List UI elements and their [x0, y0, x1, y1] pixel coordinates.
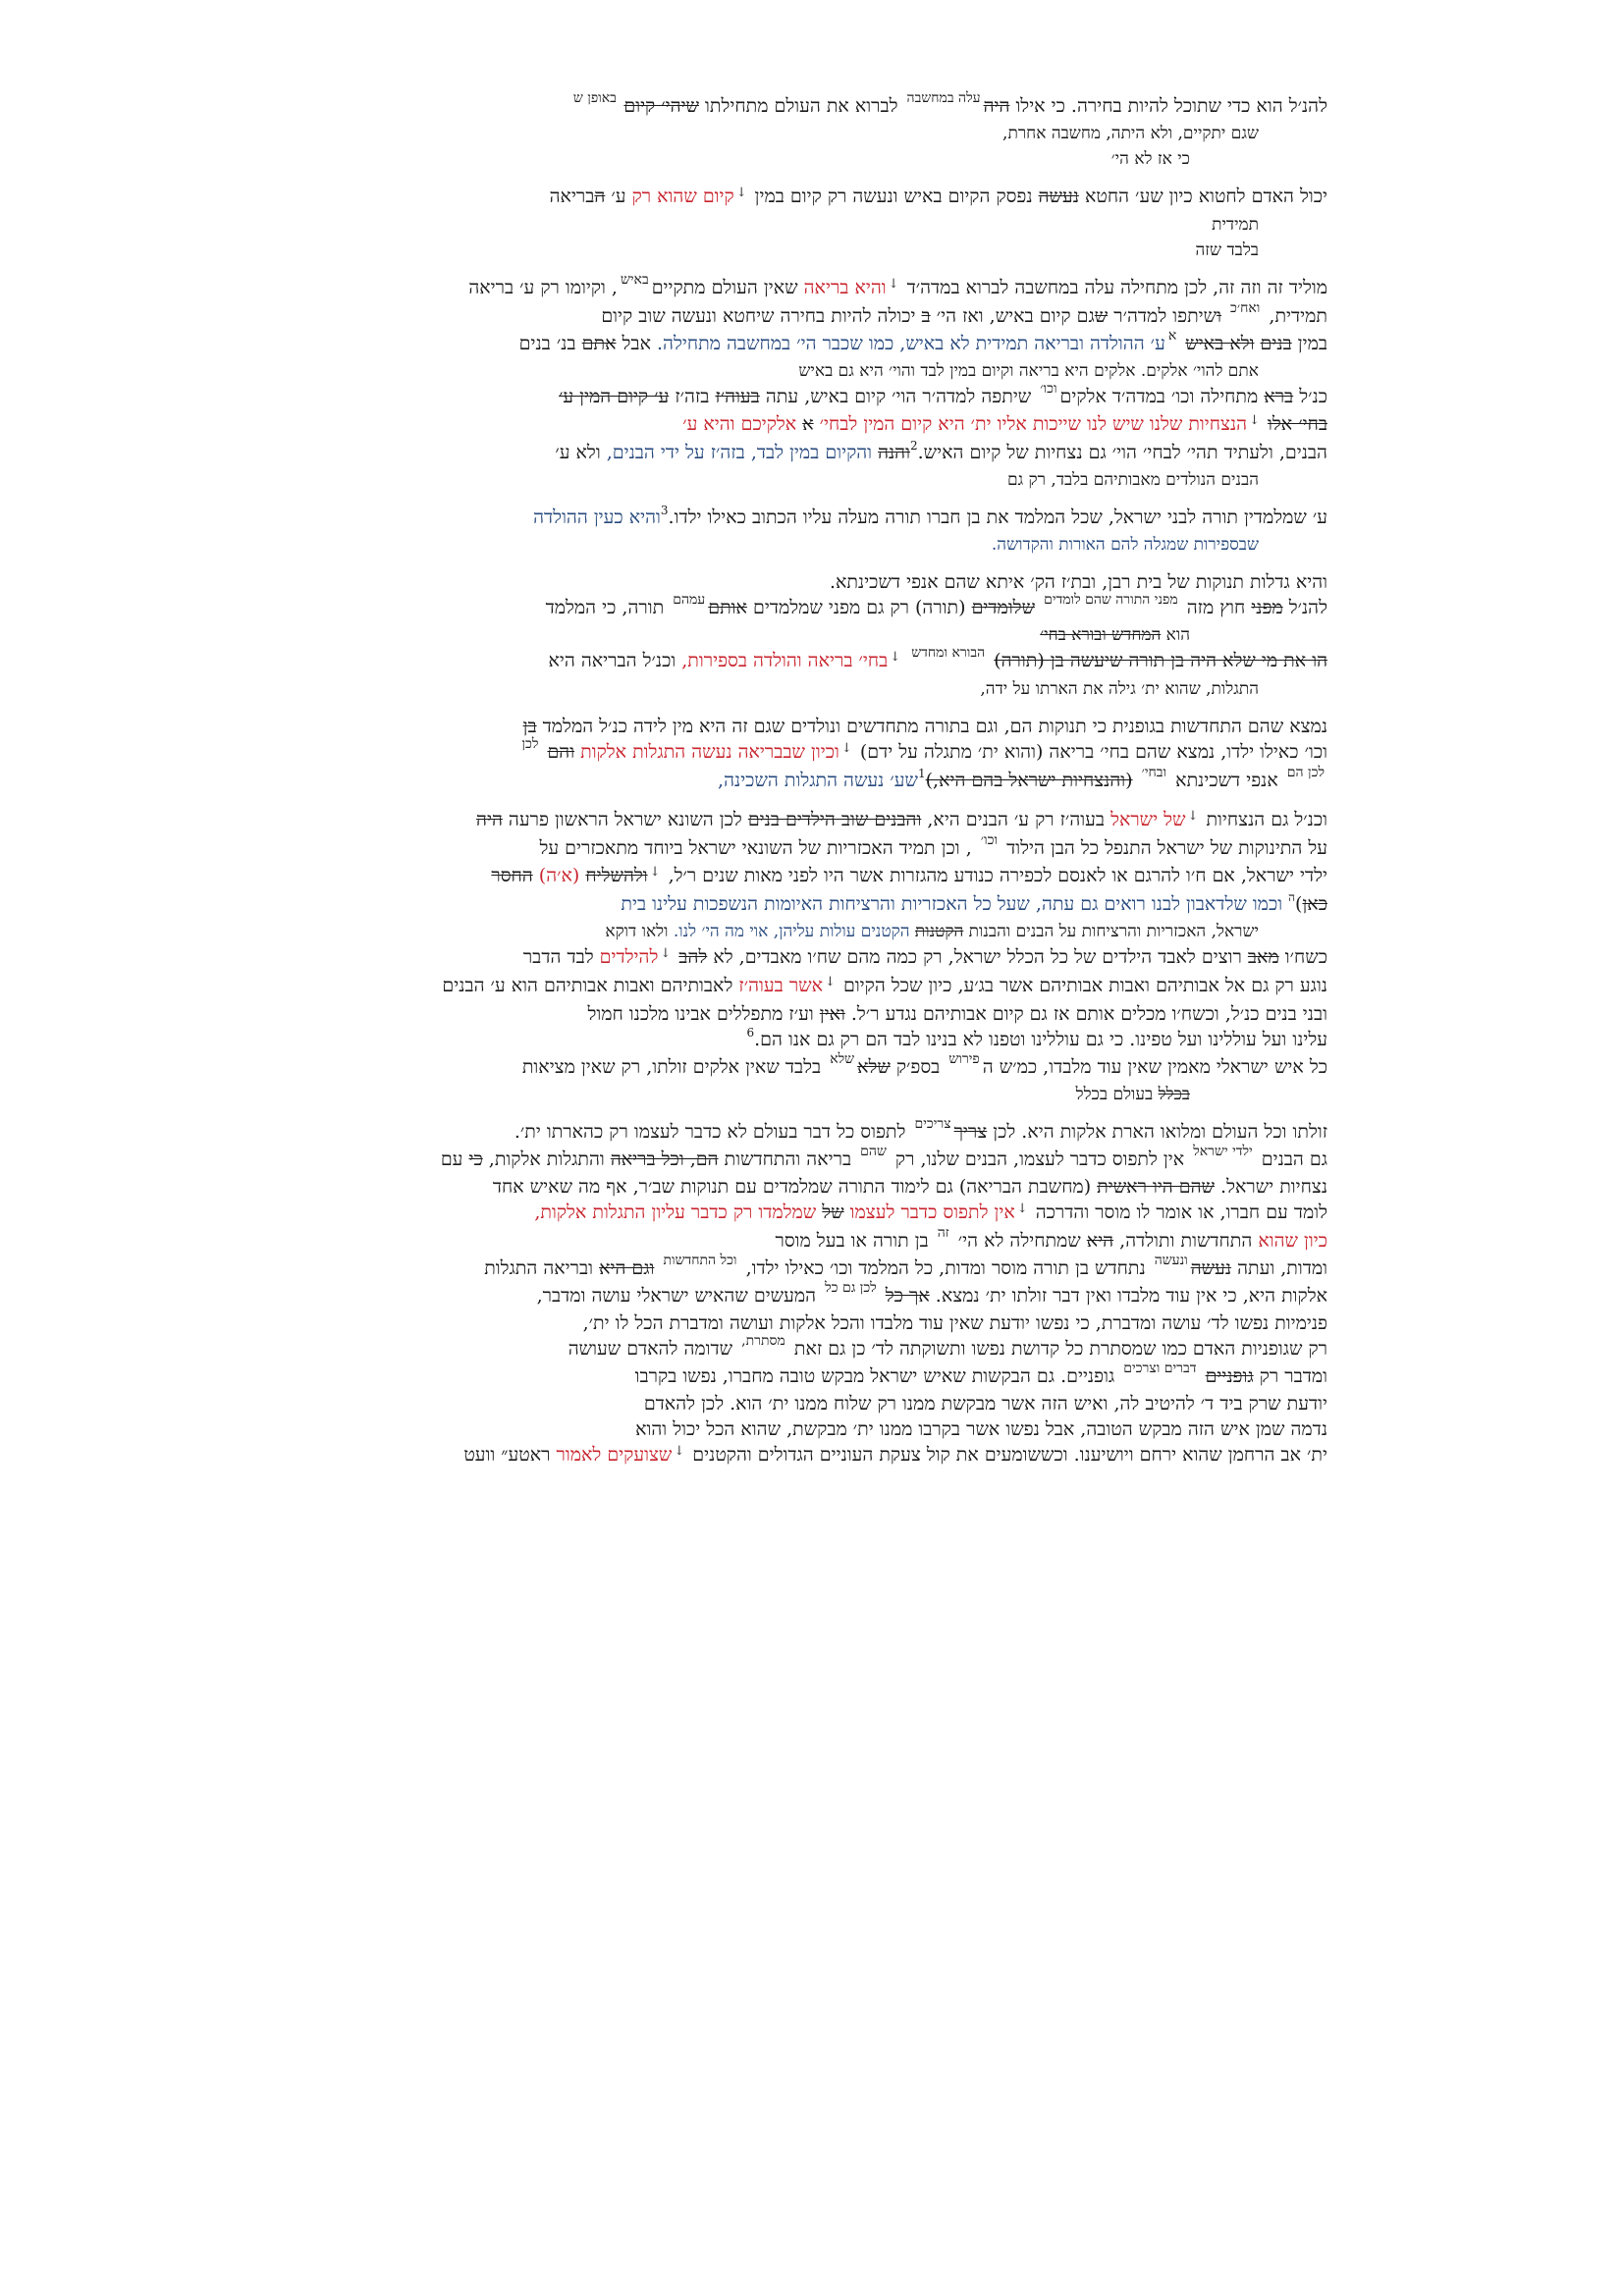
- insertion-arrow-icon: ↓: [840, 741, 852, 756]
- continuation-line: [324, 121, 1327, 146]
- text-run: נצחיות ישראל.: [1215, 1176, 1327, 1198]
- blue-text: הקטנים עולות עליהן, אוי מה הי׳ לנו.: [673, 922, 915, 941]
- text-line: [324, 1027, 1327, 1054]
- interlinear-insertion: באופן ש: [572, 90, 622, 106]
- text-line: [324, 1416, 1327, 1442]
- text-run: בלבד שאין אלקים זולתו, רק שאין מציאות: [521, 1056, 828, 1078]
- text-run: בריאה והתחדשות: [718, 1148, 858, 1170]
- blue-text: שע׳ נעשה התגלות השכינה,: [718, 770, 918, 791]
- text-run: התחדשות ותולדה,: [1113, 1230, 1259, 1252]
- struck-text: והבנים שוב הילדים בנים: [747, 809, 922, 830]
- text-line: [324, 1174, 1327, 1200]
- struck-text: נעשה: [1038, 186, 1079, 207]
- red-text: והיא בריאה: [803, 277, 887, 298]
- insertion-arrow-icon: ↓: [825, 975, 836, 989]
- footnote-marker: 3: [660, 504, 669, 517]
- red-text: אשר בעוה׳ז: [738, 975, 824, 996]
- text-run: שיתפו למדה׳ר: [1108, 305, 1217, 327]
- text-line: [324, 1363, 1327, 1391]
- text-run: כל איש ישראלי מאמין שאין עוד מלבדו, כמ׳ש ה: [982, 1056, 1327, 1078]
- insertion-arrow-icon: ↓: [1249, 413, 1260, 428]
- text-run: וכנ׳ל גם הנצחיות: [1200, 809, 1327, 830]
- continuation-line: [324, 358, 1327, 384]
- insertion-arrow-icon: ↓: [735, 186, 747, 200]
- text-run: להנ׳ל: [1282, 597, 1327, 618]
- text-run: זולתו וכל העולם ומלואו הארת אלקות היא. לכן: [987, 1121, 1327, 1143]
- text-run: (תורה) רק גם מפני שמלמדים: [746, 597, 972, 618]
- text-run: חוץ מזה: [1180, 597, 1252, 618]
- text-line: [324, 807, 1327, 835]
- red-text: קיום שהוא רק: [631, 186, 734, 207]
- insertion-arrow-icon: ↓: [660, 946, 672, 961]
- insertion-arrow-icon: ↓: [890, 650, 901, 665]
- text-line: [324, 505, 1327, 532]
- struck-text: שיהי׳ קיום: [623, 95, 699, 117]
- text-line: [324, 1442, 1327, 1470]
- red-text: אלקיכם והיא ע׳: [682, 413, 803, 435]
- text-run: ית׳ אב הרחמן שהוא ירחם ויושיענו. וכששומעים את קול צעקת העוניים הגדולים והקטנים: [686, 1444, 1327, 1466]
- struck-text: היא: [1086, 1230, 1114, 1252]
- blue-text: ע׳ ההולדה ובריאה תמידית לא באיש, כמו שכבר הי׳ במחשבה מתחילה.: [657, 333, 1165, 354]
- text-run: לתפוס כל דבר בעולם לא כדבר לעצמו רק כהארתו ית׳.: [514, 1121, 912, 1143]
- struck-text: אך כל: [885, 1285, 930, 1307]
- text-run: ומדות, ועתה: [1231, 1257, 1327, 1279]
- struck-text: המחדש ובורא בחי׳: [1040, 625, 1162, 645]
- struck-text: גופניים: [1205, 1365, 1254, 1387]
- text-run: שמתחילה לא הי׳: [951, 1230, 1087, 1252]
- text-run: ולאו דוקא: [605, 922, 674, 941]
- struck-text: להב: [678, 946, 708, 968]
- red-text: להילדים: [599, 946, 659, 968]
- interlinear-insertion: עמהם: [673, 592, 706, 608]
- text-run: שדומה להאדם שעושה: [568, 1338, 739, 1360]
- struck-text: נעשה: [1190, 1257, 1232, 1279]
- manuscript-text: [324, 90, 1327, 1470]
- struck-text: שלא: [857, 1056, 891, 1078]
- struck-text: אותם: [708, 597, 747, 618]
- interlinear-insertion: באיש: [620, 272, 649, 288]
- continuation-line: [324, 622, 1327, 648]
- text-line: [324, 90, 1327, 121]
- red-text: וכיון שבבריאה נעשה התגלות אלקות: [580, 741, 839, 763]
- paragraph-gap: [324, 263, 1327, 275]
- text-run: המעשים שהאיש ישראלי עושה ומדבר,: [536, 1285, 823, 1307]
- text-run: שיתפה למדה׳ר הוי׳ קיום באיש, עתה: [759, 386, 1038, 407]
- text-run: תמידית: [1212, 215, 1259, 235]
- text-run: לבד הדבר: [522, 946, 600, 968]
- struck-text: שלומדים: [971, 597, 1036, 618]
- text-line: [324, 592, 1327, 622]
- continuation-line: [324, 238, 1327, 263]
- struck-text: שהם היו ראשית: [1097, 1176, 1216, 1198]
- text-run: נוגע רק גם אל אבותיהם ואבות אבותיהם אשר בג׳ע, כיון שכל הקיום: [837, 975, 1327, 996]
- text-run: נדמה שמן איש הזה מבקש הטובה, אבל נפשו אשר בקרבו ממנו ית׳ מבקשת, שהוא הכל יכול והוא: [635, 1418, 1327, 1440]
- text-line: [324, 1200, 1327, 1228]
- continuation-line: [324, 467, 1327, 493]
- struck-text: בכלל: [1158, 1085, 1190, 1104]
- paragraph-gap: [324, 702, 1327, 714]
- text-run: להנ׳ל הוא כדי שתוכל להיות בחירה. כי אילו: [1009, 95, 1327, 117]
- text-line: [324, 1225, 1327, 1255]
- interlinear-insertion: שלא: [830, 1051, 855, 1067]
- text-line: [324, 832, 1327, 863]
- red-text: הנצחיות שלנו שיש לנו שייכות אליו ית׳ היא קיום המין לבחי׳: [813, 413, 1248, 435]
- text-run: ולא ע׳: [555, 442, 607, 463]
- text-run: [654, 1257, 660, 1279]
- text-line: [324, 1255, 1327, 1283]
- struck-text: ואין: [819, 1003, 845, 1025]
- text-line: [324, 184, 1327, 212]
- footnote-marker: 1: [918, 767, 926, 780]
- text-run: פנימיות נפשו לד׳ עושה ומדברת, כי נפשו יודעת שאין עוד מלבדו והכל אלקות ועושה ומדברת הכל לו ית׳,: [582, 1312, 1327, 1334]
- interlinear-insertion: וכו׳: [980, 832, 999, 848]
- text-run: שאין העולם מתקיים: [651, 277, 804, 298]
- text-run: בזה׳ז: [669, 386, 716, 407]
- text-line: [324, 714, 1327, 739]
- struck-text: (והנצחיות ישראל בהם היא,): [925, 770, 1133, 791]
- struck-text: ה: [594, 186, 606, 207]
- text-run: רק שגופניות האדם כמו שמסתרת כל קדושת נפשו ותשוקתה לד׳ כן גם זאת: [787, 1338, 1327, 1360]
- text-line: [324, 272, 1327, 303]
- blue-text: והיא כעין ההולדה: [533, 507, 661, 528]
- insertion-arrow-icon: ↓: [649, 865, 661, 880]
- text-run: [1133, 770, 1139, 791]
- struck-text: ולהשליח: [585, 865, 648, 886]
- text-line: [324, 891, 1327, 919]
- text-run: אלקות היא, כי אין עוד מלבדו ואין דבר זולתו ית׳ נמצא.: [929, 1285, 1327, 1307]
- interlinear-insertion: לכן: [521, 736, 539, 752]
- text-run: לכן השונא ישראל הראשון פרעה: [502, 809, 748, 830]
- text-run: אין לתפוס כדבר לעצמו, הבנים שלנו, רק: [889, 1148, 1191, 1170]
- text-line: [324, 300, 1327, 331]
- struck-text: ברא: [1264, 386, 1294, 407]
- interlinear-insertion: פירוש: [948, 1051, 980, 1067]
- text-line: [324, 1001, 1327, 1027]
- struck-text: צריך: [953, 1121, 988, 1143]
- text-run: אנפי דשכינתא: [1169, 770, 1284, 791]
- text-run: נמצא שהם התחדשות בגופנית כי תנוקות הם, וגם בתורה מתחדשים ונולדים שגם זה היא מין לידה כנ׳ל המלמד: [536, 716, 1327, 737]
- text-run: , וכן תמיד האכזריות של השונאי ישראל ביוחד מתאכזרים על: [539, 837, 978, 859]
- text-run: בן תורה או בעל מוסר: [775, 1230, 935, 1252]
- text-run: רוצים לאבד הילדים של כל הכלל ישראל, רק כמה מהם שח׳ו מאבדים, לא: [707, 946, 1248, 968]
- text-run: בריאה: [549, 186, 595, 207]
- text-run: , וקיומו רק ע׳ בריאה: [468, 277, 618, 298]
- text-line: [324, 381, 1327, 411]
- struck-text: החסר: [491, 865, 533, 886]
- interlinear-insertion: וכו׳: [1040, 381, 1057, 397]
- text-run: מתחילה וכו׳ במדה׳ד אלקים: [1059, 386, 1265, 407]
- red-text: בחי׳ בריאה והולדה בספירות,: [681, 650, 889, 671]
- text-run: ע׳: [605, 186, 632, 207]
- text-run: וכו׳ כאילו ילדו, נמצא שהם בחי׳ בריאה (והוא ית׳ מתגלה על ידם): [853, 741, 1327, 763]
- blue-text: שבספירות שמגלה להם האורות והקדושה.: [991, 535, 1259, 555]
- text-run: יכולה להיות בחירה שיחטא ונעשה שוב קיום: [601, 305, 922, 327]
- text-run: הבנים, ולעתיד תהי׳ לבחי׳ הוי׳ גם נצחיות של קיום האיש.: [917, 442, 1327, 463]
- struck-text: א: [802, 413, 814, 435]
- text-run: הבנים הנולדים מאבותיהם בלבד, רק גם: [1006, 470, 1259, 490]
- text-run: בספ׳ק: [890, 1056, 947, 1078]
- text-run: והיא גדלות תנוקות של בית רבן, ובת׳ז הק׳ איתא שהם אנפי דשכינתא.: [829, 571, 1327, 593]
- text-run: ע׳ שמלמדין תורה לבני ישראל, שכל המלמד את בן חברו תורה מעלה עליו הכתוב כאילו ילדו.: [668, 507, 1327, 528]
- text-line: [324, 645, 1327, 676]
- struck-text: מאב: [1247, 946, 1279, 968]
- struck-text: של: [822, 1201, 844, 1223]
- struck-text: הם, וכל בריאה: [610, 1148, 719, 1170]
- insertion-arrow-icon: ↓: [674, 1444, 685, 1459]
- insertion-arrow-icon: ↓: [1016, 1201, 1028, 1216]
- text-run: בלבד שזה: [1195, 240, 1259, 260]
- continuation-line: [324, 676, 1327, 702]
- paragraph-gap: [324, 172, 1327, 184]
- text-run: לומד עם חברו, או אומר לו מוסר והדרכה: [1029, 1201, 1327, 1223]
- red-text: שצועקים לאמור: [556, 1444, 673, 1466]
- text-run: (מחשבת הבריאה) גם לימוד התורה שמלמדים עם תנוקות שב׳ר, אף מה שאיש אחד: [492, 1176, 1098, 1198]
- text-run: תורה, כי המלמד: [545, 597, 671, 618]
- text-run: במין: [1291, 333, 1327, 354]
- text-run: בנ׳ בנים: [518, 333, 582, 354]
- blue-text: וכמו שלדאבון לבנו רואים גם עתה, שעל כל האכזריות והרציחות האיומות הנשפכות עלינו בית: [621, 893, 1289, 915]
- insertion-arrow-icon: ↓: [888, 277, 899, 292]
- text-run: [1221, 305, 1227, 327]
- text-run: אבל: [616, 333, 658, 354]
- text-line: [324, 328, 1327, 358]
- text-run: על התינוקות של ישראל התנפל כל הבן הילוד: [1001, 837, 1327, 859]
- text-run: כנ׳ל: [1293, 386, 1327, 407]
- text-line: [324, 1333, 1327, 1363]
- continuation-line: [324, 919, 1327, 944]
- text-run: תמידית,: [1263, 305, 1327, 327]
- struck-text: אתם: [581, 333, 617, 354]
- paragraph-gap: [324, 1107, 1327, 1119]
- text-run: והתגלות אלקות,: [482, 1148, 611, 1170]
- text-line: [324, 736, 1327, 768]
- red-text: של ישראל: [1110, 809, 1186, 830]
- interlinear-insertion: צריכים: [914, 1116, 951, 1132]
- text-run: ובני בנים כנ׳ל, וכשח׳ו מכלים אותם אז גם קיום אבותיהם נגדע ר׳ל.: [844, 1003, 1327, 1025]
- struck-text: מפני: [1251, 597, 1283, 618]
- text-run: גם קיום באיש, ואז הי׳: [930, 305, 1095, 327]
- red-text: שמלמדו רק כדבר עליון התגלות אלקות,: [534, 1201, 823, 1223]
- footnote-marker: ה: [1288, 890, 1296, 904]
- continuation-line: [324, 212, 1327, 238]
- footnote-marker: 2: [909, 439, 918, 453]
- text-line: [324, 1280, 1327, 1310]
- continuation-line: [324, 146, 1327, 172]
- text-line: [324, 1144, 1327, 1174]
- struck-text: והם: [547, 741, 575, 763]
- footnote-marker: 6: [746, 1026, 755, 1040]
- struck-text: הו את מי שלא היה בן תורה שיעשה בן (תורה): [994, 650, 1327, 671]
- text-run: ראטע״ וועט: [463, 1444, 557, 1466]
- struck-text: בנים: [1260, 333, 1292, 354]
- struck-text: היה: [476, 809, 503, 830]
- text-run: נתחדש בן תורה מוסר ומדות, כל המלמד וכו׳ כאילו ילדו,: [739, 1257, 1152, 1279]
- interlinear-insertion: לכן הם: [1286, 765, 1325, 780]
- text-run: התגלות, שהוא ית׳ גילה את הארתו על ידה,: [980, 679, 1259, 699]
- text-run: עלינו ועל עוללינו ועל טפינו. כי גם עוללינו וטפנו לא בנינו לבד הם רק גם אנו הם.: [754, 1029, 1327, 1050]
- text-run: ילדי ישראל, אם ח׳ו להרגם או לאנסם לכפירה כנודע מהגזרות אשר היו לפני מאות שנים ר׳ל,: [662, 865, 1327, 886]
- text-run: לברוא את העולם מתחילתו: [699, 95, 904, 117]
- text-line: [324, 944, 1327, 973]
- interlinear-insertion: ובחי׳: [1141, 765, 1167, 780]
- struck-text: ב: [921, 305, 931, 327]
- text-run: יודעת שרק ביד ד׳ להיטיב לה, ואיש הזה אשר מבקשת ממנו רק שלוח ממנו ית׳ הוא. לכן להאדם: [643, 1393, 1327, 1415]
- interlinear-insertion: ילדי ישראל: [1193, 1144, 1253, 1159]
- paragraph-gap: [324, 558, 1327, 569]
- text-run: ומדבר רק: [1253, 1365, 1327, 1387]
- text-run: [902, 650, 908, 671]
- struck-text: ע׳ קיום המין ע׳: [559, 386, 670, 407]
- text-run: שגם יתקיים, ולא היתה, מחשבה אחרת,: [1002, 124, 1259, 143]
- interlinear-insertion: וכל התחדשות: [663, 1253, 737, 1268]
- continuation-line: [324, 532, 1327, 558]
- struck-text: כי: [468, 1148, 483, 1170]
- text-run: יכול האדם לחטוא כיון שע׳ החטא: [1078, 186, 1327, 207]
- interlinear-insertion: מפני התורה שהם לומדים: [1044, 592, 1178, 608]
- text-run: עם: [440, 1148, 469, 1170]
- red-text: כיון שהוא: [1258, 1230, 1327, 1252]
- struck-text: ו: [1217, 305, 1221, 327]
- text-run: ובריאה התגלות: [484, 1257, 600, 1279]
- continuation-line: [324, 1082, 1327, 1107]
- interlinear-insertion: שהם: [860, 1144, 887, 1159]
- text-run: לאבותיהם ואבות אבותיהם הוא ע׳ הבנים: [442, 975, 739, 996]
- paragraph-gap: [324, 795, 1327, 807]
- struck-text: וגם היא: [599, 1257, 655, 1279]
- struck-text: בן: [522, 716, 537, 737]
- text-run: אתם להוי׳ אלקים. אלקים היא בריאה וקיום במין לבד והוי׳ היא גם באיש: [798, 361, 1259, 381]
- text-run: נפסק הקיום באיש ונעשה רק קיום במין: [748, 186, 1039, 207]
- text-line: [324, 863, 1327, 891]
- insertion-arrow-icon: ↓: [1187, 809, 1199, 824]
- text-run: ): [1295, 893, 1303, 915]
- text-line: [324, 1310, 1327, 1336]
- interlinear-insertion: זה: [937, 1225, 949, 1241]
- interlinear-insertion: עלה במחשבה: [906, 90, 981, 106]
- text-run: [1035, 597, 1041, 618]
- text-run: בעוה׳ז רק ע׳ הבנים היא,: [921, 809, 1111, 830]
- blue-text: והקיום במין לבד, בזה׳ז על ידי הבנים,: [606, 442, 879, 463]
- text-run: כשח׳ו: [1278, 946, 1327, 968]
- interlinear-insertion: א: [1167, 328, 1177, 344]
- paragraph-gap: [324, 493, 1327, 505]
- text-line: [324, 765, 1327, 795]
- text-run: גופניים. גם הבקשות שאיש ישראל מבקש טובה מחברו, נפשו בקרבו: [634, 1365, 1121, 1387]
- text-run: וכנ׳ל הבריאה היא: [548, 650, 682, 671]
- interlinear-insertion: הבורא ומחדש: [911, 645, 986, 661]
- text-line: [324, 973, 1327, 1001]
- struck-text: בחי׳ אלו: [1268, 413, 1327, 435]
- interlinear-insertion: ואח׳כ: [1230, 300, 1261, 316]
- text-line: [324, 411, 1327, 440]
- struck-text: הקטנות: [914, 922, 964, 941]
- text-line: [324, 1116, 1327, 1147]
- interlinear-insertion: לכן גם כל: [825, 1280, 877, 1296]
- red-text: (א׳ה): [538, 865, 580, 886]
- struck-text: בעוה׳ז: [715, 386, 760, 407]
- text-run: בעולם בכלל: [1075, 1085, 1159, 1104]
- text-line: [324, 1391, 1327, 1416]
- text-run: וע׳ז מתפללים אבינו מלכנו חמול: [587, 1003, 820, 1025]
- text-run: גם הבנים: [1255, 1148, 1327, 1170]
- interlinear-insertion: דברים וצרכים: [1123, 1361, 1197, 1376]
- struck-text: ש: [1094, 305, 1109, 327]
- struck-text: היה: [983, 95, 1010, 117]
- struck-text: כאן: [1302, 893, 1327, 915]
- interlinear-insertion: ונעשה: [1154, 1253, 1188, 1268]
- text-run: מוליד זה וזה זה, לכן מתחילה עלה במחשבה לברוא במדה׳ד: [900, 277, 1327, 298]
- red-text: אין לתפוס כדבר לעצמו: [843, 1201, 1015, 1223]
- struck-text: והנה: [878, 442, 910, 463]
- struck-text: ולא באיש: [1185, 333, 1255, 354]
- text-run: כי אז לא הי׳: [1110, 149, 1190, 169]
- text-run: הוא: [1161, 625, 1190, 645]
- text-line: [324, 440, 1327, 467]
- text-line: [324, 1051, 1327, 1082]
- interlinear-insertion: מסתרת,: [741, 1333, 785, 1349]
- text-run: ישראל, האכזריות והרציחות על הבנים והבנות: [963, 922, 1259, 941]
